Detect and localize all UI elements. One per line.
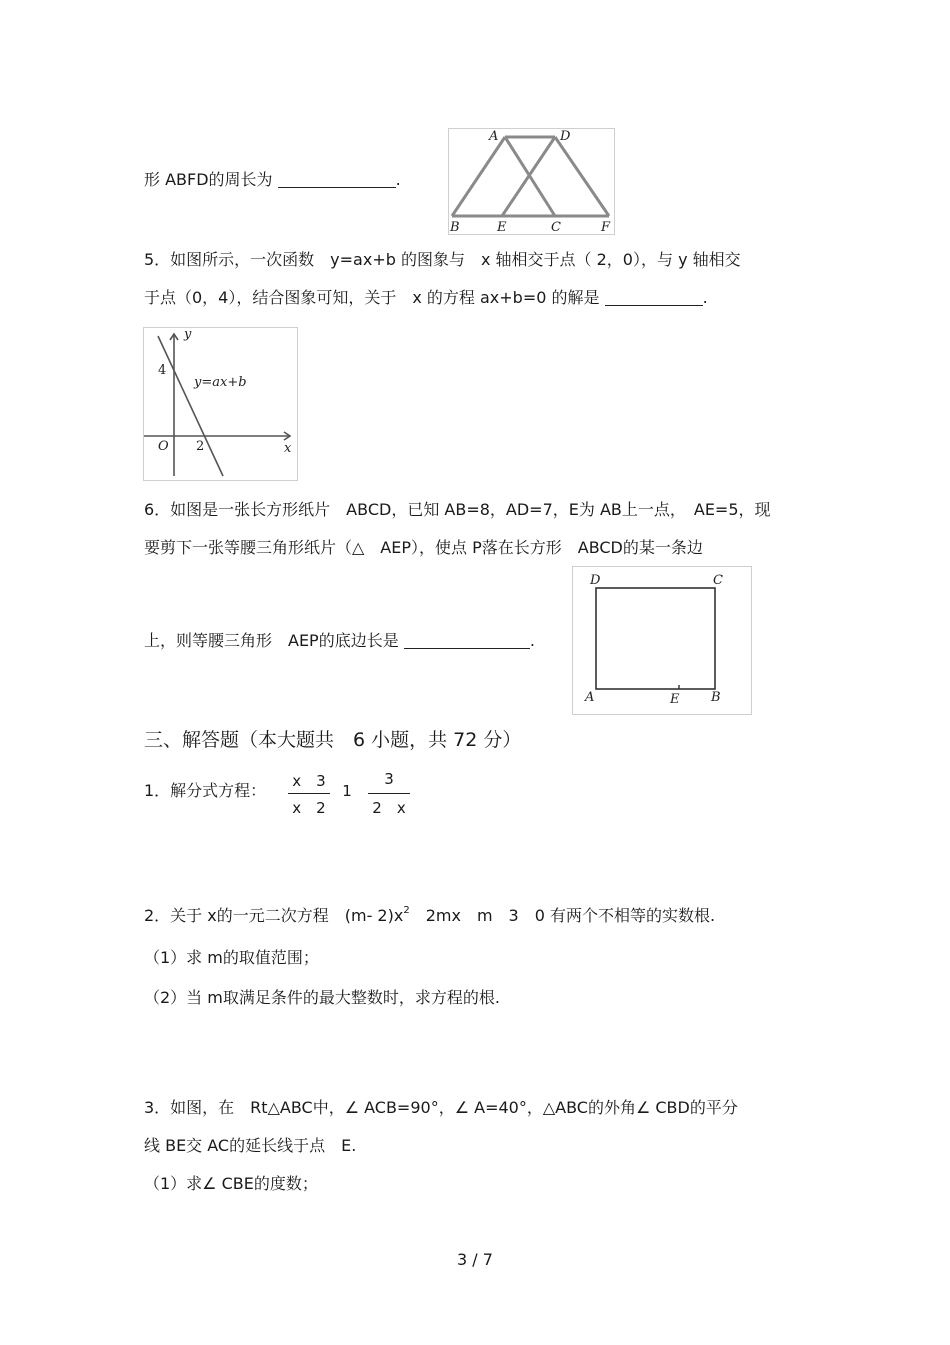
q6-end: .: [529, 631, 535, 650]
label-A: A: [585, 690, 595, 705]
q4-tail-end: .: [395, 170, 401, 189]
x-axis-label: x: [284, 441, 292, 456]
q5-line1: 5．如图所示，一次函数 y=ax+b 的图象与 x 轴相交于点（ 2，0），与 y 轴相交: [144, 250, 741, 269]
p2-exponent: 2: [403, 905, 410, 916]
q4-tail-text: 形 ABFD的周长为: [144, 170, 273, 189]
parallelogram-svg: [449, 129, 614, 234]
frac1-numerator: x 3: [292, 772, 326, 790]
q6-line1: 6．如图是一张长方形纸片 ABCD，已知 AB=8，AD=7，E为 AB上一点， AE=5，现: [144, 500, 771, 519]
p1-label: 1．解分式方程：: [144, 781, 267, 800]
origin-label: O: [158, 439, 169, 454]
p2-main-b: 2mx m 3 0 有两个不相等的实数根.: [409, 906, 716, 925]
q4-tail: [144, 170, 401, 190]
p3-sub1: （1）求∠ CBE的度数；: [144, 1174, 318, 1193]
q6-line3-text: 上，则等腰三角形 AEP的底边长是: [144, 631, 399, 650]
q6-line3: [144, 631, 535, 651]
equals-one: 1: [342, 782, 352, 800]
q5-line2: [144, 288, 708, 308]
y-tick-label: 4: [158, 363, 167, 378]
label-B: B: [711, 690, 721, 705]
frac2-bar: [368, 793, 410, 794]
label-F: F: [601, 220, 611, 234]
rectangle-figure: [572, 566, 752, 715]
label-D: D: [590, 573, 601, 588]
frac2-denominator: 2 x: [372, 799, 406, 817]
p2-sub2: （2）当 m取满足条件的最大整数时，求方程的根.: [144, 988, 500, 1007]
label-E: E: [497, 220, 507, 234]
p2-sub1: （1）求 m的取值范围；: [144, 948, 319, 967]
graph-line: [158, 336, 223, 476]
p3-line2: 线 BE交 AC的延长线于点 E.: [144, 1136, 357, 1155]
linear-graph-svg: [144, 328, 297, 480]
answer-blank: [404, 632, 530, 649]
y-axis-label: y: [184, 328, 192, 342]
label-C: C: [713, 573, 723, 588]
q5-line2-text: 于点（0，4），结合图象可知，关于 x 的方程 ax+b=0 的解是: [144, 288, 600, 307]
rectangle-svg: [573, 567, 751, 714]
line-label: y=ax+b: [194, 375, 247, 390]
section-heading: 三、解答题（本大题共 6 小题，共 72 分）: [144, 729, 522, 751]
label-B: B: [450, 220, 460, 234]
q6-line2: 要剪下一张等腰三角形纸片（△ AEP），使点 P落在长方形 ABCD的某一条边: [144, 538, 703, 557]
p3-line1: 3．如图，在 Rt△ABC中，∠ ACB=90°，∠ A=40°，△ABC的外角∠ CBD的平分: [144, 1098, 738, 1117]
linear-graph-figure: [143, 327, 298, 481]
rectangle-abcd: [596, 588, 715, 689]
parallelogram-figure: [448, 128, 615, 235]
label-C: C: [551, 220, 561, 234]
answer-blank: [278, 171, 396, 188]
p2-main: [144, 906, 715, 929]
label-A: A: [489, 129, 499, 144]
frac2-numerator: 3: [384, 770, 394, 788]
label-D: D: [560, 129, 571, 144]
answer-blank: [605, 289, 703, 306]
page-number: 3 / 7: [457, 1250, 493, 1269]
frac1-denominator: x 2: [292, 799, 326, 817]
p2-main-a: 2．关于 x的一元二次方程 (m- 2)x: [144, 906, 404, 925]
frac1-bar: [288, 793, 330, 794]
label-E: E: [670, 692, 680, 707]
x-tick-label: 2: [196, 439, 205, 454]
q5-end: .: [702, 288, 708, 307]
